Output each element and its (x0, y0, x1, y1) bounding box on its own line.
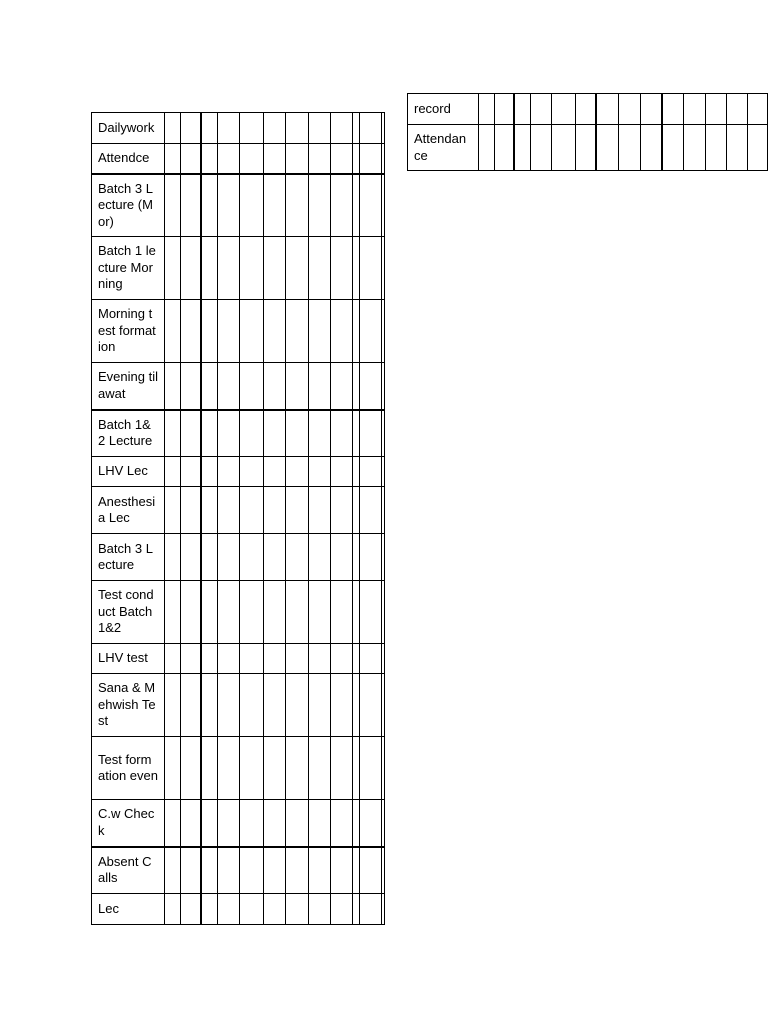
left-table-cell[interactable] (353, 237, 360, 300)
left-table-cell[interactable] (165, 487, 181, 534)
right-table-cell[interactable] (575, 125, 596, 171)
left-table-cell[interactable] (331, 174, 353, 237)
right-table-cell[interactable] (619, 94, 640, 125)
left-table-cell[interactable] (201, 410, 218, 457)
left-table-cell[interactable] (382, 644, 385, 674)
left-table-cell[interactable] (240, 487, 264, 534)
left-table-cell[interactable] (218, 300, 240, 363)
left-table-cell[interactable] (264, 644, 286, 674)
left-table-cell[interactable] (331, 737, 353, 800)
left-table-cell[interactable] (360, 487, 382, 534)
left-table-cell[interactable] (309, 737, 331, 800)
right-table-cell[interactable] (596, 125, 618, 171)
left-table-cell[interactable] (353, 174, 360, 237)
right-record-table (407, 93, 768, 171)
left-table-cell[interactable] (264, 410, 286, 457)
left-table-cell[interactable] (309, 487, 331, 534)
left-table-cell[interactable] (181, 300, 201, 363)
left-table-cell[interactable] (309, 674, 331, 737)
left-table-cell[interactable] (218, 674, 240, 737)
left-table-cell[interactable] (165, 534, 181, 581)
left-table-cell[interactable] (331, 237, 353, 300)
left-table-cell[interactable] (201, 487, 218, 534)
left-table-cell[interactable] (309, 800, 331, 847)
left-table-row (92, 237, 385, 300)
left-table-cell[interactable] (201, 237, 218, 300)
left-table-cell[interactable] (218, 487, 240, 534)
left-table-cell[interactable] (382, 674, 385, 737)
left-table-cell[interactable] (165, 300, 181, 363)
right-table-cell[interactable] (619, 125, 640, 171)
left-table-cell[interactable] (240, 847, 264, 894)
left-table-row-label: Attendce (92, 144, 165, 174)
left-table-cell[interactable] (353, 534, 360, 581)
left-table-row (92, 457, 385, 487)
left-table-cell[interactable] (240, 363, 264, 410)
left-table-cell[interactable] (353, 487, 360, 534)
left-table-cell[interactable] (382, 847, 385, 894)
left-table-row (92, 300, 385, 363)
left-table-cell[interactable] (218, 410, 240, 457)
left-table-cell[interactable] (181, 847, 201, 894)
left-table-cell[interactable] (309, 363, 331, 410)
left-table-cell[interactable] (331, 457, 353, 487)
right-table-cell[interactable] (530, 125, 551, 171)
left-table-cell[interactable] (286, 534, 309, 581)
right-table-cell[interactable] (494, 125, 513, 171)
left-table-cell[interactable] (201, 113, 218, 144)
right-table-row-label: record (408, 94, 479, 125)
left-table-row (92, 674, 385, 737)
left-table-cell[interactable] (331, 300, 353, 363)
left-table-cell[interactable] (286, 800, 309, 847)
left-table-cell[interactable] (382, 144, 385, 174)
left-table-cell[interactable] (309, 894, 331, 925)
right-table-cell[interactable] (514, 94, 531, 125)
left-table-row (92, 534, 385, 581)
left-table-cell[interactable] (264, 363, 286, 410)
left-table-cell[interactable] (353, 737, 360, 800)
left-table-cell[interactable] (382, 237, 385, 300)
left-table-cell[interactable] (218, 144, 240, 174)
left-table-cell[interactable] (382, 737, 385, 800)
left-table-cell[interactable] (218, 581, 240, 644)
left-table-cell[interactable] (201, 534, 218, 581)
right-table-row (408, 125, 768, 171)
left-table-cell[interactable] (240, 534, 264, 581)
left-table-cell[interactable] (360, 237, 382, 300)
right-table-cell[interactable] (494, 94, 513, 125)
left-table-cell[interactable] (382, 174, 385, 237)
left-table-cell[interactable] (240, 457, 264, 487)
left-table-cell[interactable] (218, 363, 240, 410)
right-table-cell[interactable] (662, 125, 684, 171)
left-table-row-label: Dailywork (92, 113, 165, 144)
left-table-cell[interactable] (309, 534, 331, 581)
left-table-row (92, 174, 385, 237)
left-table-cell[interactable] (181, 487, 201, 534)
left-table-cell[interactable] (165, 737, 181, 800)
left-table-cell[interactable] (201, 894, 218, 925)
left-table-cell[interactable] (360, 644, 382, 674)
left-table-cell[interactable] (218, 800, 240, 847)
left-table-cell[interactable] (181, 800, 201, 847)
left-table-cell[interactable] (309, 847, 331, 894)
left-table-cell[interactable] (286, 237, 309, 300)
right-table-cell[interactable] (748, 94, 768, 125)
left-table-cell[interactable] (286, 487, 309, 534)
left-table-cell[interactable] (240, 300, 264, 363)
left-table-cell[interactable] (353, 144, 360, 174)
left-table-row-label: Evening tilawat (92, 363, 165, 410)
right-table-cell[interactable] (662, 94, 684, 125)
left-table-cell[interactable] (181, 457, 201, 487)
left-table-cell[interactable] (286, 644, 309, 674)
left-table-cell[interactable] (218, 894, 240, 925)
left-table-cell[interactable] (286, 847, 309, 894)
left-table-cell[interactable] (181, 894, 201, 925)
left-table-cell[interactable] (331, 847, 353, 894)
left-table-cell[interactable] (181, 644, 201, 674)
left-table-cell[interactable] (181, 237, 201, 300)
left-table-cell[interactable] (165, 847, 181, 894)
left-table-cell[interactable] (353, 644, 360, 674)
left-table-cell[interactable] (286, 113, 309, 144)
left-table-cell[interactable] (331, 581, 353, 644)
left-table-cell[interactable] (331, 800, 353, 847)
left-table-cell[interactable] (181, 410, 201, 457)
left-table-cell[interactable] (360, 144, 382, 174)
left-table-cell[interactable] (264, 534, 286, 581)
left-table-cell[interactable] (309, 300, 331, 363)
left-table-row (92, 581, 385, 644)
left-table-row-label: LHV Lec (92, 457, 165, 487)
left-table-cell[interactable] (331, 363, 353, 410)
left-table-cell[interactable] (218, 847, 240, 894)
right-table-cell[interactable] (705, 94, 726, 125)
left-table-cell[interactable] (264, 144, 286, 174)
left-table-cell[interactable] (382, 410, 385, 457)
left-table-row-label: Test conduct Batch1&2 (92, 581, 165, 644)
left-table-cell[interactable] (382, 581, 385, 644)
left-table-cell[interactable] (286, 674, 309, 737)
left-table-cell[interactable] (218, 644, 240, 674)
left-table-cell[interactable] (264, 174, 286, 237)
left-table-cell[interactable] (218, 174, 240, 237)
left-table-row-label: Lec (92, 894, 165, 925)
left-table-cell[interactable] (218, 113, 240, 144)
right-table-cell[interactable] (575, 94, 596, 125)
left-table-cell[interactable] (240, 144, 264, 174)
left-table-cell[interactable] (309, 144, 331, 174)
right-table-cell[interactable] (552, 94, 575, 125)
left-table-cell[interactable] (353, 113, 360, 144)
left-table-row-label: Morning test formation (92, 300, 165, 363)
left-table-cell[interactable] (309, 237, 331, 300)
left-table-row-label: Batch 3 Lecture (92, 534, 165, 581)
left-table-cell[interactable] (353, 847, 360, 894)
left-table-row (92, 410, 385, 457)
left-table-cell[interactable] (201, 457, 218, 487)
left-table-cell[interactable] (286, 300, 309, 363)
right-table-cell[interactable] (727, 125, 748, 171)
left-table-cell[interactable] (382, 800, 385, 847)
left-table-cell[interactable] (382, 487, 385, 534)
left-table-cell[interactable] (181, 534, 201, 581)
left-table-cell[interactable] (165, 457, 181, 487)
left-table-cell[interactable] (382, 363, 385, 410)
left-table-cell[interactable] (331, 113, 353, 144)
left-table-row (92, 644, 385, 674)
left-table-cell[interactable] (165, 581, 181, 644)
left-table-cell[interactable] (264, 847, 286, 894)
left-table-row (92, 113, 385, 144)
left-table-cell[interactable] (181, 363, 201, 410)
left-table-cell[interactable] (240, 800, 264, 847)
left-table-cell[interactable] (360, 174, 382, 237)
left-table-cell[interactable] (165, 113, 181, 144)
left-table-cell[interactable] (286, 144, 309, 174)
right-table-cell[interactable] (514, 125, 531, 171)
left-table-cell[interactable] (240, 581, 264, 644)
right-table-cell[interactable] (640, 94, 661, 125)
left-table-cell[interactable] (181, 174, 201, 237)
left-table-cell[interactable] (309, 113, 331, 144)
left-table-cell[interactable] (165, 674, 181, 737)
left-table-cell[interactable] (382, 457, 385, 487)
left-table-row-label: LHV test (92, 644, 165, 674)
left-table-cell[interactable] (201, 363, 218, 410)
left-table-cell[interactable] (165, 363, 181, 410)
left-table-row-label: Anesthesia Lec (92, 487, 165, 534)
left-table-cell[interactable] (360, 581, 382, 644)
left-table-cell[interactable] (353, 300, 360, 363)
left-table-cell[interactable] (264, 581, 286, 644)
left-table-cell[interactable] (360, 457, 382, 487)
left-table-cell[interactable] (309, 410, 331, 457)
left-table-row-label: Batch 1 lecture Morning (92, 237, 165, 300)
left-table-row (92, 487, 385, 534)
left-table-cell[interactable] (201, 800, 218, 847)
left-table-cell[interactable] (240, 644, 264, 674)
left-table-cell[interactable] (286, 363, 309, 410)
left-table-cell[interactable] (360, 737, 382, 800)
left-table-cell[interactable] (218, 534, 240, 581)
left-table-cell[interactable] (264, 894, 286, 925)
left-table-cell[interactable] (165, 144, 181, 174)
left-table-cell[interactable] (360, 410, 382, 457)
left-table-row-label: C.w Check (92, 800, 165, 847)
left-table-cell[interactable] (240, 894, 264, 925)
left-table-cell[interactable] (201, 581, 218, 644)
left-table-cell[interactable] (286, 174, 309, 237)
left-table-cell[interactable] (286, 581, 309, 644)
left-table-cell[interactable] (218, 237, 240, 300)
left-table-cell[interactable] (218, 457, 240, 487)
right-table-row-label: Attendance (408, 125, 479, 171)
right-table-cell[interactable] (479, 94, 495, 125)
left-table-cell[interactable] (331, 487, 353, 534)
left-table-cell[interactable] (360, 847, 382, 894)
left-table-cell[interactable] (286, 894, 309, 925)
left-table-cell[interactable] (331, 410, 353, 457)
left-table-cell[interactable] (331, 644, 353, 674)
left-table-cell[interactable] (309, 644, 331, 674)
left-table-cell[interactable] (309, 174, 331, 237)
left-table-cell[interactable] (201, 144, 218, 174)
left-table-cell[interactable] (240, 674, 264, 737)
left-table-cell[interactable] (286, 410, 309, 457)
left-table-cell[interactable] (264, 674, 286, 737)
left-table-cell[interactable] (240, 237, 264, 300)
left-table-cell[interactable] (165, 237, 181, 300)
left-table-row-label: Test formation even (92, 737, 165, 800)
left-table-cell[interactable] (201, 300, 218, 363)
left-table-cell[interactable] (309, 581, 331, 644)
right-table-row (408, 94, 768, 125)
left-table-row-label: Batch 1& 2 Lecture (92, 410, 165, 457)
left-table-cell[interactable] (165, 644, 181, 674)
left-table-cell[interactable] (264, 237, 286, 300)
right-table-cell[interactable] (640, 125, 661, 171)
right-table-cell[interactable] (479, 125, 495, 171)
left-table-cell[interactable] (201, 737, 218, 800)
right-table-cell[interactable] (705, 125, 726, 171)
right-table-cell[interactable] (684, 94, 705, 125)
left-table-cell[interactable] (331, 534, 353, 581)
left-table-cell[interactable] (201, 847, 218, 894)
left-table-cell[interactable] (165, 894, 181, 925)
left-table-cell[interactable] (360, 894, 382, 925)
left-table-row (92, 363, 385, 410)
left-table-cell[interactable] (331, 144, 353, 174)
right-table-cell[interactable] (552, 125, 575, 171)
left-table-cell[interactable] (201, 174, 218, 237)
left-table-cell[interactable] (181, 674, 201, 737)
left-table-cell[interactable] (201, 674, 218, 737)
left-table-cell[interactable] (286, 737, 309, 800)
left-table-cell[interactable] (360, 363, 382, 410)
left-table-cell[interactable] (309, 457, 331, 487)
left-table-cell[interactable] (264, 487, 286, 534)
left-table-cell[interactable] (353, 800, 360, 847)
left-table-cell[interactable] (360, 300, 382, 363)
left-table-cell[interactable] (353, 363, 360, 410)
left-table-cell[interactable] (165, 800, 181, 847)
left-table-cell[interactable] (382, 894, 385, 925)
left-table-cell[interactable] (264, 737, 286, 800)
left-table-cell[interactable] (264, 300, 286, 363)
left-table-cell[interactable] (382, 113, 385, 144)
left-table-cell[interactable] (353, 674, 360, 737)
right-table-cell[interactable] (596, 94, 618, 125)
left-table-row (92, 847, 385, 894)
right-table-cell[interactable] (727, 94, 748, 125)
left-table-cell[interactable] (264, 457, 286, 487)
right-table-cell[interactable] (684, 125, 705, 171)
left-table-cell[interactable] (331, 894, 353, 925)
left-table-row-label: Batch 3 Lecture (Mor) (92, 174, 165, 237)
right-table-cell[interactable] (530, 94, 551, 125)
left-table-cell[interactable] (360, 534, 382, 581)
left-table-cell[interactable] (201, 644, 218, 674)
left-table-row-label: Absent Calls (92, 847, 165, 894)
left-table-cell[interactable] (360, 674, 382, 737)
left-table-cell[interactable] (353, 894, 360, 925)
left-table-cell[interactable] (382, 534, 385, 581)
left-table-row (92, 144, 385, 174)
left-table-cell[interactable] (181, 737, 201, 800)
left-table-cell[interactable] (181, 113, 201, 144)
left-table-cell[interactable] (264, 113, 286, 144)
left-table-cell[interactable] (382, 300, 385, 363)
left-table-cell[interactable] (360, 800, 382, 847)
left-table-cell[interactable] (264, 800, 286, 847)
left-table-cell[interactable] (353, 457, 360, 487)
left-table-row (92, 894, 385, 925)
left-table-cell[interactable] (240, 174, 264, 237)
left-table-cell[interactable] (240, 410, 264, 457)
left-table-cell[interactable] (240, 737, 264, 800)
left-table-row (92, 800, 385, 847)
left-table-row (92, 737, 385, 800)
left-table-cell[interactable] (218, 737, 240, 800)
right-table-cell[interactable] (748, 125, 768, 171)
left-table-cell[interactable] (165, 410, 181, 457)
left-table-cell[interactable] (286, 457, 309, 487)
left-table-cell[interactable] (353, 410, 360, 457)
left-schedule-table (91, 112, 385, 925)
left-table-cell[interactable] (360, 113, 382, 144)
left-table-cell[interactable] (181, 581, 201, 644)
left-table-cell[interactable] (165, 174, 181, 237)
left-table-cell[interactable] (181, 144, 201, 174)
left-table-cell[interactable] (240, 113, 264, 144)
left-table-cell[interactable] (353, 581, 360, 644)
left-table-row-label: Sana & Mehwish Test (92, 674, 165, 737)
left-table-cell[interactable] (331, 674, 353, 737)
